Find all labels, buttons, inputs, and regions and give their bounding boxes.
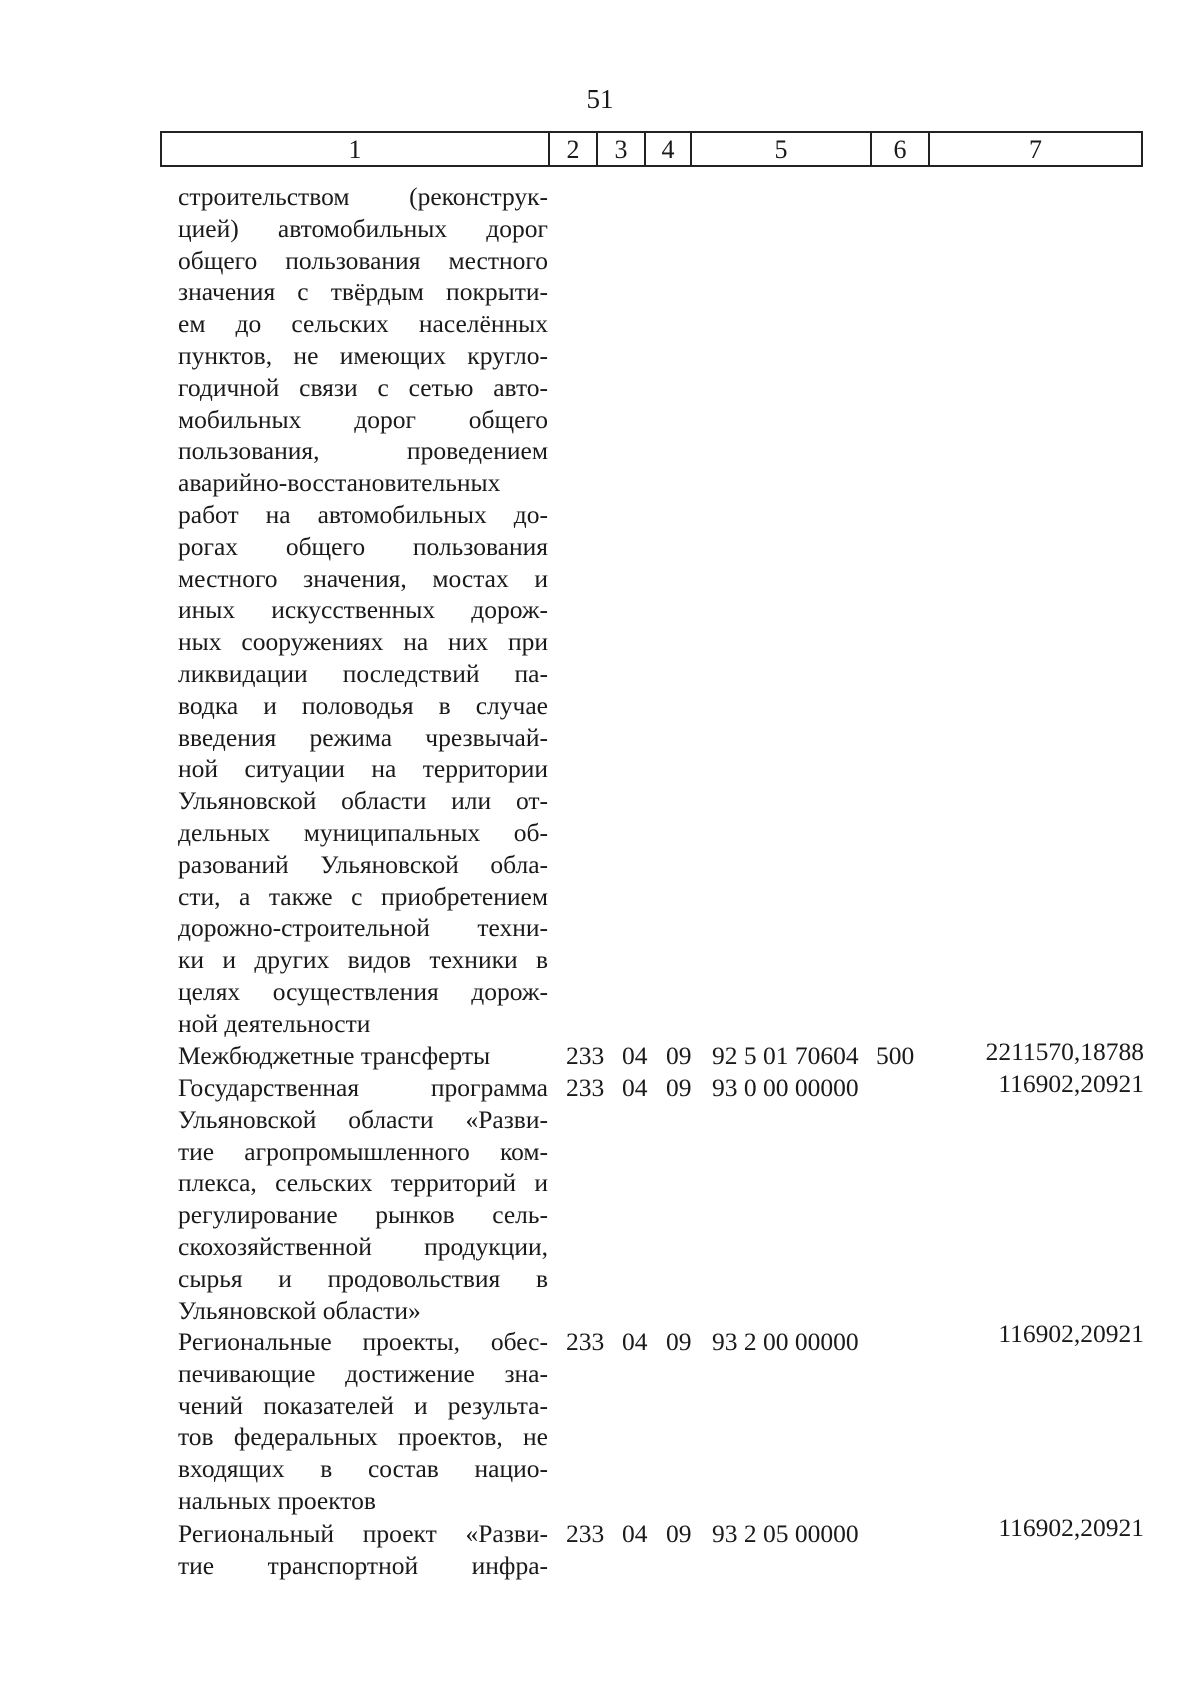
text-line: печивающие достижение зна-: [178, 1358, 548, 1388]
text-line: цией) автомобильных дорог: [178, 213, 548, 243]
text-line: пользования, проведением: [178, 436, 548, 466]
text-line: иных искусственных дорож-: [178, 595, 548, 625]
text-line: Межбюджетные трансферты: [178, 1041, 491, 1070]
cell-target-article: 93 2 05 00000: [712, 1519, 859, 1548]
text-line: значения с твёрдым покрыти-: [178, 277, 548, 307]
text-line: ем до сельских населённых: [178, 309, 548, 339]
cell-target-article: 92 5 01 70604: [712, 1041, 859, 1070]
row-description: [178, 1518, 548, 1582]
cell-amount: 116902,20921: [998, 1319, 1144, 1348]
cell-section: 04: [622, 1073, 648, 1102]
row-description: [178, 1326, 548, 1517]
header-col-3: 3: [598, 133, 646, 165]
text-line: целях осуществления дорож-: [178, 976, 548, 1006]
table-header: [160, 131, 1143, 167]
cell-target-article: 93 2 00 00000: [712, 1327, 859, 1356]
text-line: ной деятельности: [178, 1008, 371, 1038]
text-line: Региональные проекты, обес-: [178, 1327, 548, 1356]
header-col-7: 7: [1029, 135, 1042, 164]
cell-section: 04: [622, 1327, 648, 1356]
text-line: Ульяновской области»: [178, 1295, 421, 1325]
cell-subsection: 09: [666, 1041, 692, 1070]
text-line: нальных проектов: [178, 1485, 376, 1515]
text-line: работ на автомобильных до-: [178, 499, 548, 529]
cell-subsection: 09: [666, 1073, 692, 1102]
cell-section: 04: [622, 1519, 648, 1548]
cell-target-article: 93 0 00 00000: [712, 1073, 859, 1102]
text-line: пунктов, не имеющих кругло-: [178, 340, 548, 370]
text-line: тие транспортной инфра-: [178, 1550, 548, 1580]
text-line: Ульяновской области «Разви-: [178, 1104, 548, 1134]
header-col-2: 2: [550, 133, 598, 165]
cell-amount: 116902,20921: [998, 1513, 1144, 1542]
header-col-6: 6: [872, 133, 930, 165]
text-line: Ульяновской области или от-: [178, 786, 548, 816]
cell-code: 233: [566, 1073, 605, 1102]
text-line: рогах общего пользования: [178, 531, 548, 561]
page-number: 51: [586, 84, 614, 114]
text-line: чений показателей и результа-: [178, 1390, 548, 1420]
cell-subsection: 09: [666, 1519, 692, 1548]
cell-code: 233: [566, 1041, 605, 1070]
text-line: Государственная программа: [178, 1073, 548, 1102]
text-line: введения режима чрезвычай-: [178, 722, 548, 752]
text-line: сти, а также с приобретением: [178, 881, 548, 911]
text-line: местного значения, мостах и: [178, 563, 548, 593]
text-line: скохозяйственной продукции,: [178, 1231, 548, 1261]
text-line: Региональный проект «Разви-: [178, 1519, 548, 1548]
cell-amount: 116902,20921: [998, 1069, 1144, 1098]
text-line: дорожно-строительной техни-: [178, 913, 548, 943]
text-line: аварийно-восстановительных: [178, 468, 501, 498]
text-line: общего пользования местного: [178, 245, 548, 275]
header-col-1: 1: [162, 133, 550, 165]
text-line: плекса, сельских территорий и: [178, 1168, 548, 1198]
row-description: [178, 181, 548, 1040]
header-col-5: 5: [692, 133, 872, 165]
text-line: ных сооружениях на них при: [178, 627, 548, 657]
text-line: регулирование рынков сель-: [178, 1200, 548, 1230]
row-description: [178, 1040, 548, 1072]
text-line: сырья и продовольствия в: [178, 1263, 548, 1293]
text-line: тов федеральных проектов, не: [178, 1422, 548, 1452]
cell-subsection: 09: [666, 1327, 692, 1356]
row-description: [178, 1072, 548, 1326]
text-line: ной ситуации на территории: [178, 754, 548, 784]
cell-expense-type: 500: [876, 1041, 915, 1070]
text-line: разований Ульяновской обла-: [178, 849, 548, 879]
text-line: тие агропромышленного ком-: [178, 1136, 548, 1166]
text-line: водка и половодья в случае: [178, 690, 548, 720]
cell-code: 233: [566, 1519, 605, 1548]
text-line: дельных муниципальных об-: [178, 817, 548, 847]
text-line: годичной связи с сетью авто-: [178, 372, 548, 402]
text-line: мобильных дорог общего: [178, 404, 548, 434]
text-line: ки и других видов техники в: [178, 945, 548, 975]
text-line: входящих в состав нацио-: [178, 1454, 548, 1484]
cell-section: 04: [622, 1041, 648, 1070]
cell-code: 233: [566, 1327, 605, 1356]
header-col-4: 4: [646, 133, 692, 165]
text-line: строительством (реконструк-: [178, 182, 548, 211]
text-line: ликвидации последствий па-: [178, 658, 548, 688]
cell-amount: 2211570,18788: [985, 1037, 1144, 1066]
